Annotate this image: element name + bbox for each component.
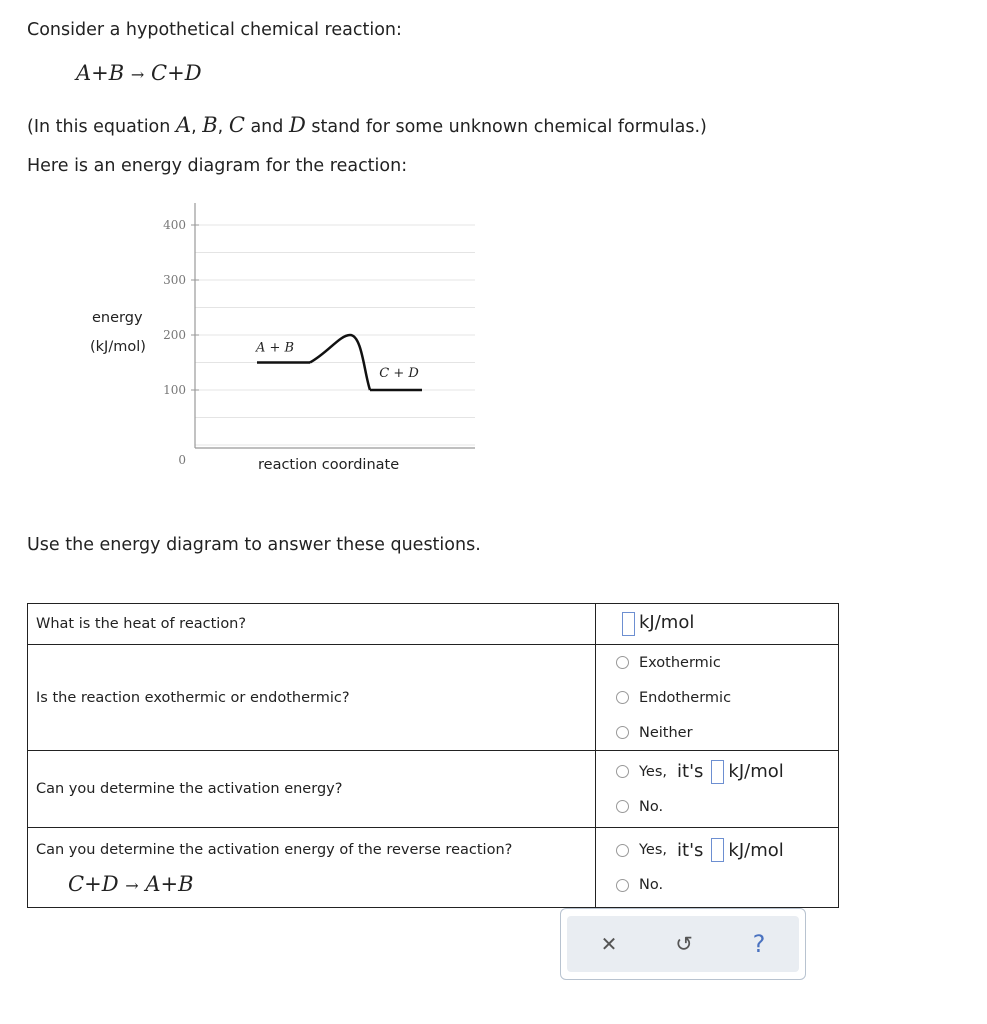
answer-reverse [596,828,839,908]
question-row-activation [28,751,839,828]
y-tick-label: 0 [178,453,186,467]
reverse-question-text: Can you determine the activation energy of the reverse reaction? [36,841,513,858]
reaction-equation [76,61,202,85]
radio-exothermic[interactable] [616,656,629,669]
x-axis-label: reaction coordinate [258,457,400,473]
reverse-equation [68,872,595,896]
option-exothermic[interactable] [616,645,838,680]
y-axis-label: energy [92,310,143,326]
eq-arrow: → [130,65,145,84]
question-row-reverse [28,828,839,908]
help-icon: ? [752,930,766,958]
option-neither[interactable] [616,715,838,750]
var-c: C [228,113,245,137]
label-endothermic: Endothermic [639,689,732,706]
question-reverse [28,828,596,908]
label-no: No. [639,877,664,893]
eq-product-c: C [151,61,168,85]
label-no: No. [639,798,664,815]
note-prefix: (In this equation [27,117,176,137]
var-d: D [288,113,306,137]
diagram-intro: Here is an energy diagram for the reaction: [27,156,408,176]
y-tick-label: 400 [163,218,186,232]
rev-eq-b: B [178,871,194,896]
label-yes: Yes, [639,842,668,858]
activation-unit: kJ/mol [728,761,784,782]
option-reverse-yes[interactable] [616,833,838,868]
answer-toolbar [560,908,806,980]
energy-diagram [150,190,490,480]
note-sep: , [217,117,229,137]
heat-input-box[interactable] [622,612,635,636]
var-b: B [202,113,218,137]
close-icon: ✕ [600,932,618,956]
note-sep: , [191,117,203,137]
rev-eq-arrow: → [125,875,139,895]
option-reverse-no[interactable] [616,868,838,903]
heat-unit: kJ/mol [639,612,695,633]
eq-plus-2: + [167,61,185,85]
rev-eq-plus-2: + [160,871,179,896]
rev-eq-a: A [145,871,161,896]
radio-reverse-no[interactable] [616,879,629,892]
var-a: A [175,113,192,137]
answer-heat [596,604,839,645]
question-type: Is the reaction exothermic or endothermic? [28,645,596,751]
label-neither: Neither [639,724,693,741]
product-label: C + D [379,366,419,381]
radio-neither[interactable] [616,726,629,739]
intro-text: Consider a hypothetical chemical reaction: [27,20,402,40]
question-activation: Can you determine the activation energy? [28,751,596,828]
question-row-heat [28,604,839,645]
label-its: it's [677,839,704,861]
label-yes: Yes, [639,763,668,780]
option-activation-no[interactable] [616,789,838,824]
option-activation-yes[interactable] [616,754,838,789]
eq-product-d: D [184,61,202,85]
y-tick-label: 200 [163,328,186,342]
y-tick-label: 100 [163,383,186,397]
eq-reactant-a: A [76,61,92,85]
y-axis-unit: (kJ/mol) [90,339,146,355]
radio-activation-no[interactable] [616,800,629,813]
question-row-type [28,645,839,751]
undo-button[interactable] [654,916,714,972]
activation-input-box[interactable] [711,760,724,784]
rev-eq-d: D [101,871,119,896]
radio-reverse-yes[interactable] [616,844,629,857]
radio-endothermic[interactable] [616,691,629,704]
equation-note [27,113,707,137]
rev-eq-plus: + [84,871,102,896]
label-its: it's [677,761,704,782]
label-exothermic: Exothermic [639,654,721,671]
help-button[interactable] [729,916,789,972]
instruction-text: Use the energy diagram to answer these questions. [27,535,481,555]
note-and: and [244,117,289,137]
note-suffix: stand for some unknown chemical formulas.) [305,117,707,137]
radio-activation-yes[interactable] [616,765,629,778]
rev-eq-c: C [68,871,85,896]
answer-activation [596,751,839,828]
toolbar-inner [567,916,799,972]
question-heat: What is the heat of reaction? [28,604,596,645]
reverse-unit: kJ/mol [728,839,784,861]
answer-type [596,645,839,751]
option-endothermic[interactable] [616,680,838,715]
reverse-input-box[interactable] [711,838,724,862]
y-tick-label: 300 [163,273,186,287]
reactant-label: A + B [255,340,295,356]
question-table [27,603,839,908]
eq-plus: + [91,61,109,85]
eq-reactant-b: B [108,61,125,85]
undo-icon: ↺ [675,932,693,956]
clear-button[interactable] [579,916,639,972]
